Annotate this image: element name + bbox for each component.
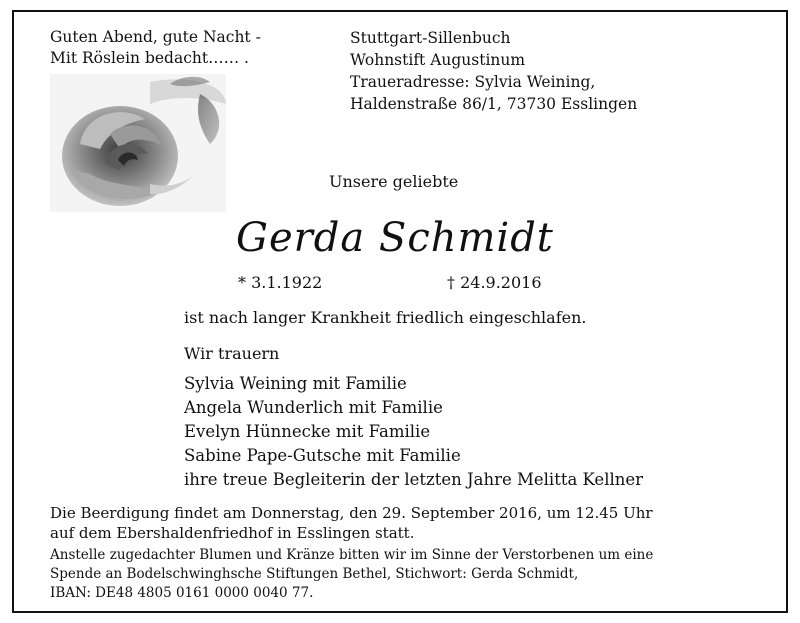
donation-line-2: Spende an Bodelschwinghsche Stiftungen Bethel, Stichwort: Gerda Schmidt, xyxy=(50,566,579,582)
address-line-4: Haldenstraße 86/1, 73730 Esslingen xyxy=(350,95,638,113)
funeral-notice xyxy=(50,503,653,543)
rose-image xyxy=(50,74,226,212)
donation-line-1: Anstelle zugedachter Blumen und Kränze bitten wir im Sinne der Verstorbenen um eine xyxy=(50,547,654,563)
deceased-name: Gerda Schmidt xyxy=(236,215,554,261)
mourners-list xyxy=(184,372,643,492)
birth-date: * 3.1.1922 xyxy=(238,273,323,292)
motto-line-2: Mit Röslein bedacht…… . xyxy=(50,49,249,67)
address-line-1: Stuttgart-Sillenbuch xyxy=(350,29,511,47)
passing-statement: ist nach langer Krankheit friedlich eingeschlafen. xyxy=(184,308,587,327)
funeral-line-1: Die Beerdigung findet am Donnerstag, den 29. September 2016, um 12.45 Uhr xyxy=(50,504,653,522)
mourner-item: ihre treue Begleiterin der letzten Jahre Melitta Kellner xyxy=(184,470,644,489)
death-date: † 24.9.2016 xyxy=(447,273,542,292)
donation-notice xyxy=(50,546,653,603)
motto-line-1: Guten Abend, gute Nacht - xyxy=(50,28,261,46)
intro-text: Unsere geliebte xyxy=(329,172,459,191)
address-block xyxy=(350,27,637,115)
mourner-item: Angela Wunderlich mit Familie xyxy=(184,398,443,417)
mourner-item: Sylvia Weining mit Familie xyxy=(184,374,407,393)
mourning-heading: Wir trauern xyxy=(184,344,280,363)
address-line-3: Traueradresse: Sylvia Weining, xyxy=(350,73,596,91)
donation-line-3: IBAN: DE48 4805 0161 0000 0040 77. xyxy=(50,585,314,601)
motto xyxy=(50,27,261,69)
mourner-item: Evelyn Hünnecke mit Familie xyxy=(184,422,431,441)
mourner-item: Sabine Pape-Gutsche mit Familie xyxy=(184,446,461,465)
funeral-line-2: auf dem Ebershaldenfriedhof in Esslingen statt. xyxy=(50,524,415,542)
address-line-2: Wohnstift Augustinum xyxy=(350,51,526,69)
